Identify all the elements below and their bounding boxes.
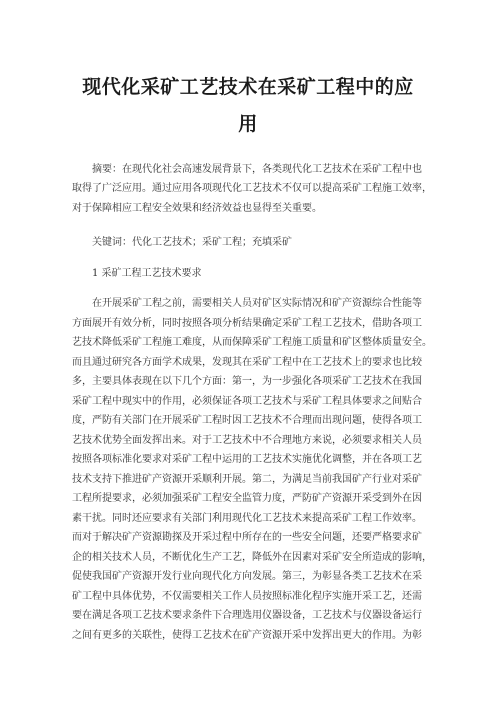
body-line: 方面展开有效分析，同时按照各项分析结果确定采矿工程工艺技术，借助各项工: [72, 318, 422, 329]
abstract-line: 对于保障相应工程安全效果和经济效益也显得至关重要。: [72, 203, 322, 214]
body-line: 而且通过研究各方面学术成果，发现其在采矿工程中在工艺技术上的要求也比较: [72, 357, 422, 368]
keywords-line: 关键词：代化工艺技术；采矿工程；充填采矿: [92, 237, 292, 248]
body-line: 多，主要具体表现在以下几个方面：第一，为一步强化各项采矿工艺技术在我国: [72, 376, 422, 387]
body-line: 矿工程中具体优势，不仅需要相关工作人员按照标准化程序实施开采工艺，还需: [72, 591, 422, 602]
body-line: 要在满足各项工艺技术要求条件下合理选用仪器设备，工艺技术与仪器设备运行: [72, 610, 422, 621]
abstract-line: 摘要：在现代化社会高速发展背景下，各类现代化工艺技术在采矿工程中也: [92, 164, 422, 175]
body-line: 而对于解决矿产资源勘探及开采过程中所存在的一些安全问题，还要严格要求矿: [72, 532, 422, 543]
body-line: 艺技术优势全面发挥出来。对于工艺技术中不合理地方来说，必须要求相关人员: [72, 435, 422, 446]
document-title-line-2: 用: [238, 113, 258, 135]
body-line: 艺技术降低采矿工程施工难度，从而保障采矿工程施工质量和矿区整体质量安全。: [72, 337, 432, 348]
body-line: 度，严防有关部门在开展采矿工程时因工艺技术不合理而出现问题，使得各项工: [72, 415, 422, 426]
body-line: 企的相关技术人员，不断优化生产工艺，降低外在因素对采矿安全所造成的影响，: [72, 552, 432, 563]
document-title-line-1: 现代化采矿工艺技术在采矿工程中的应: [82, 76, 414, 98]
body-line: 工程所提要求，必须加强采矿工程安全监管力度，严防矿产资源开采受到外在因: [72, 493, 422, 504]
abstract-line: 取得了广泛应用。通过应用各项现代化工艺技术不仅可以提高采矿工程施工效率，: [72, 183, 432, 194]
body-line: 之间有更多的关联性，使得工艺技术在矿产资源开采中发挥出更大的作用。为彰: [72, 630, 422, 641]
body-line: 素干扰。同时还应要求有关部门利用现代化工艺技术来提高采矿工程工作效率。: [72, 513, 422, 524]
section-heading: 1 采矿工程工艺技术要求: [92, 268, 202, 279]
body-line: 在开展采矿工程之前，需要相关人员对矿区实际情况和矿产资源综合性能等: [92, 298, 422, 309]
body-line: 促使我国矿产资源开发行业向现代化方向发展。第三，为彰显各类工艺技术在采: [72, 571, 422, 582]
body-line: 采矿工程中现实中的作用，必须保证各项工艺技术与采矿工程具体要求之间贴合: [72, 396, 422, 407]
body-line: 技术支持下推进矿产资源开采顺利开展。第二，为满足当前我国矿产行业对采矿: [72, 474, 422, 485]
body-line: 按照各项标准化要求对采矿工程中运用的工艺技术实施优化调整，并在各项工艺: [72, 454, 422, 465]
